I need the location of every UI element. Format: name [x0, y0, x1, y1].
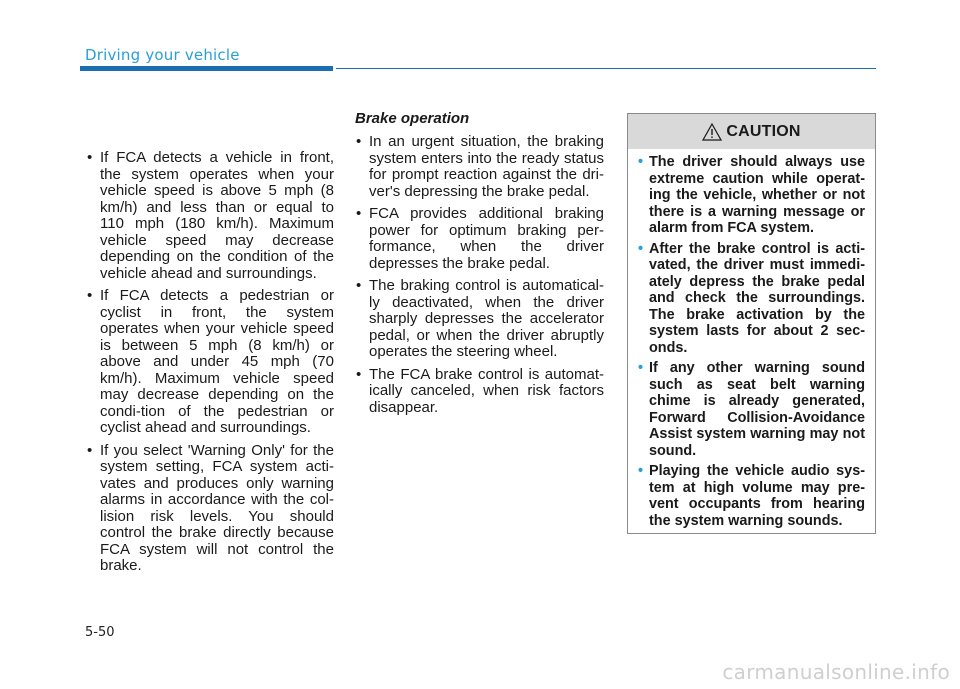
left-bullet-list — [86, 150, 334, 575]
caution-header — [628, 114, 875, 149]
list-item: • If FCA detects a vehicle in front, the system operates when your vehicle speed is above 5 mph (8 km/h) and less than or equal to 110 mph (180 km/h). Maximum vehicle speed may decrease depending on the condition of the vehicle ahead and surroundings. — [86, 150, 334, 282]
middle-column — [355, 110, 604, 422]
caution-title: CAUTION — [726, 122, 801, 140]
list-item: • If FCA detects a pedestrian or cyclist in front, the system operates when your vehicle speed is between 5 mph (8 km/h) or above and under 45 mph (70 km/h). Maximum vehicle speed may decrease depending on the condi-tion of the pedestrian or cyclist ahead and surroundings. — [86, 288, 334, 437]
list-item: • FCA provides additional braking power for optimum braking per-formance, when the driver depresses the brake pedal. — [355, 206, 604, 272]
watermark: carmanualsonline.info — [722, 660, 950, 684]
list-item: • Playing the vehicle audio sys-tem at high volume may pre-vent occupants from hearing the system warning sounds. — [638, 463, 865, 529]
section-title: Driving your vehicle — [85, 46, 240, 64]
middle-bullet-list — [355, 134, 604, 416]
header-rule-thin — [336, 68, 876, 69]
brake-operation-heading: Brake operation — [355, 110, 470, 127]
caution-list — [628, 154, 875, 533]
page-number: 5-50 — [85, 625, 115, 640]
list-item: • The FCA brake control is automat-ically canceled, when risk factors disappear. — [355, 367, 604, 417]
warning-triangle-icon — [702, 123, 722, 141]
list-item: • The driver should always use extreme caution while operat-ing the vehicle, whether or not there is a warning message or alarm from FCA system. — [638, 154, 865, 237]
list-item: • In an urgent situation, the braking system enters into the ready status for prompt reaction against the dri-ver's depressing the brake pedal. — [355, 134, 604, 200]
left-column — [86, 150, 334, 581]
list-item: • The braking control is automatical-ly deactivated, when the driver sharply depresses the accelerator pedal, or when the driver abruptly operates the steering wheel. — [355, 278, 604, 361]
caution-box — [627, 113, 876, 534]
header-rule-thick — [80, 66, 333, 71]
list-item: • After the brake control is acti-vated, the driver must immedi-ately depress the brake pedal and check the surroundings. The brake activation by the system lasts for about 2 sec-onds. — [638, 241, 865, 357]
list-item: • If you select 'Warning Only' for the system setting, FCA system acti-vates and produces only warning alarms in accordance with the col-lision risk levels. You should control the brake directly because FCA system will not control the brake. — [86, 443, 334, 575]
list-item: • If any other warning sound such as seat belt warning chime is already generated, Forward Collision-Avoidance Assist system warning may not sound. — [638, 360, 865, 459]
